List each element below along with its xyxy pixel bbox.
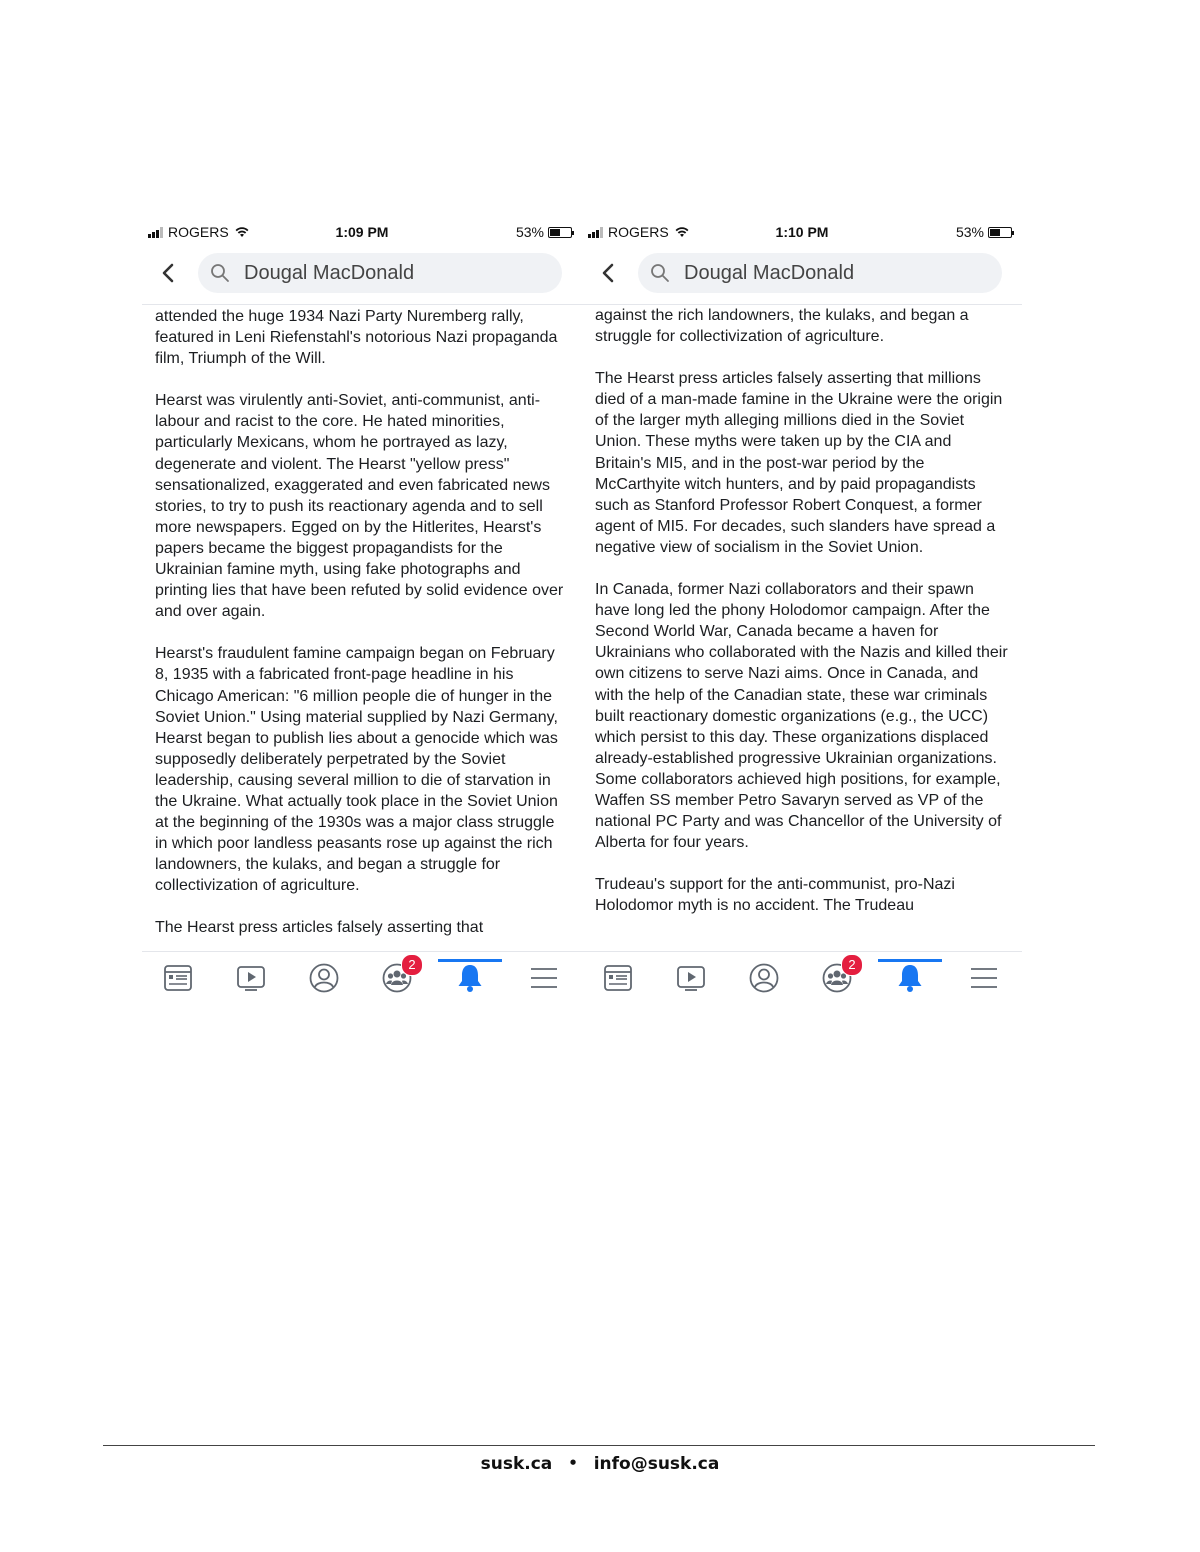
news-feed-icon <box>602 962 634 994</box>
tab-menu[interactable] <box>968 962 1000 994</box>
screenshot-right <box>582 216 1022 1006</box>
notification-count-badge: 2 <box>841 954 863 976</box>
tab-groups[interactable] <box>381 957 416 994</box>
status-time: 1:09 PM <box>335 224 389 240</box>
footer-site-link[interactable]: susk.ca <box>480 1454 553 1474</box>
hamburger-menu-icon <box>968 962 1000 994</box>
tab-notifications[interactable] <box>894 962 926 994</box>
bell-icon <box>894 962 926 994</box>
tab-profile[interactable] <box>748 962 780 994</box>
chevron-left-icon <box>596 260 622 286</box>
bottom-tab-bar <box>582 951 1022 1004</box>
back-button[interactable] <box>596 260 622 286</box>
notification-count-badge: 2 <box>401 954 423 976</box>
search-input[interactable] <box>198 253 562 293</box>
search-input[interactable] <box>638 253 1002 293</box>
battery-icon <box>548 227 572 238</box>
tab-watch[interactable] <box>235 962 267 994</box>
bottom-tab-bar <box>142 951 582 1004</box>
search-query: Dougal MacDonald <box>244 261 415 284</box>
screenshot-left <box>142 216 582 1006</box>
paragraph: Trudeau's support for the anti-communist, pro-Nazi Holodomor myth is no accident. The Trudeau <box>595 876 955 915</box>
page-footer <box>0 1454 1200 1474</box>
status-time: 1:10 PM <box>775 224 829 240</box>
paragraph: The Hearst press articles falsely asserting that <box>155 919 484 937</box>
tab-notifications[interactable] <box>454 962 486 994</box>
news-feed-icon <box>162 962 194 994</box>
active-tab-indicator <box>438 959 502 962</box>
carrier-label: ROGERS <box>168 224 229 240</box>
active-tab-indicator <box>878 959 942 962</box>
search-icon <box>210 263 230 283</box>
search-header <box>142 252 582 305</box>
search-icon <box>650 263 670 283</box>
footer-divider <box>103 1445 1095 1446</box>
back-button[interactable] <box>156 260 182 286</box>
chevron-left-icon <box>156 260 182 286</box>
paragraph: against the rich landowners, the kulaks, and began a struggle for collectivization of agriculture. <box>595 307 969 346</box>
hamburger-menu-icon <box>528 962 560 994</box>
post-text <box>582 305 1022 951</box>
footer-separator: • <box>568 1454 578 1472</box>
tab-groups[interactable] <box>821 957 856 994</box>
profile-icon <box>748 962 780 994</box>
profile-icon <box>308 962 340 994</box>
search-query: Dougal MacDonald <box>684 261 855 284</box>
carrier-label: ROGERS <box>608 224 669 240</box>
status-bar <box>142 216 582 248</box>
footer-email-link[interactable]: info@susk.ca <box>593 1454 720 1474</box>
paragraph: Hearst was virulently anti-Soviet, anti-communist, anti-labour and racist to the core. He hated minorities, particularly Mexicans, whom he portrayed as lazy, degenerate and violent. The Hearst "yellow press" sensationalized, exaggerated and even fabricated news stories, to try to push its reactionary agenda and to sell more newspapers. Egged on by the Hitlerites, Hearst's papers became the biggest propagandists for the Ukrainian famine myth, using fake photographs and printing lies that have been refuted by solid evidence over and over again. <box>155 392 564 621</box>
tab-news-feed[interactable] <box>162 962 194 994</box>
tab-menu[interactable] <box>528 962 560 994</box>
tab-profile[interactable] <box>308 962 340 994</box>
paragraph: attended the huge 1934 Nazi Party Nuremberg rally, featured in Leni Riefenstahl's notorious Nazi propaganda film, Triumph of the Will. <box>155 308 558 368</box>
bell-icon <box>454 962 486 994</box>
tab-watch[interactable] <box>675 962 707 994</box>
tab-news-feed[interactable] <box>602 962 634 994</box>
battery-percent: 53% <box>515 224 544 240</box>
paragraph: Hearst's fraudulent famine campaign began on February 8, 1935 with a fabricated front-page headline in his Chicago American: "6 million people die of hunger in the Soviet Union." Using material supplied by Nazi Germany, Hearst began to publish lies about a genocide which was supposedly deliberately perpetrated by the Soviet leadership, causing several million to die of starvation in the Ukraine. What actually took place in the Soviet Union at the beginning of the 1930s was a major class struggle in which poor landless peasants rose up against the rich landowners, the kulaks, and began a struggle for collectivization of agriculture. <box>155 645 558 895</box>
status-bar <box>582 216 1022 248</box>
battery-icon <box>988 227 1012 238</box>
paragraph: In Canada, former Nazi collaborators and their spawn have long led the phony Holodomor campaign. After the Second World War, Canada became a haven for Ukrainians who collaborated with the Nazis and killed their own citizens to serve Nazi aims. Once in Canada, and with the help of the Canadian state, these war criminals built reactionary domestic organizations (e.g., the UCC) which persist to this day. These organizations displaced already-established progressive Ukrainian organizations. Some collaborators achieved high positions, for example, Waffen SS member Petro Savaryn served as VP of the national PC Party and was Chancellor of the University of Alberta for four years. <box>595 581 1008 852</box>
post-text <box>142 305 582 951</box>
paragraph: The Hearst press articles falsely asserting that millions died of a man-made famine in the Ukraine were the origin of the larger myth alleging millions died in the Soviet Union. These myths were taken up by the CIA and Britain's MI5, and in the post-war period by the McCarthyite witch hunters, and by paid propagandists such as Stanford Professor Robert Conquest, a former agent of MI5. For decades, such slanders have spread a negative view of socialism in the Soviet Union. <box>595 370 1003 556</box>
video-play-icon <box>235 962 267 994</box>
battery-percent: 53% <box>955 224 984 240</box>
search-header <box>582 252 1022 305</box>
video-play-icon <box>675 962 707 994</box>
